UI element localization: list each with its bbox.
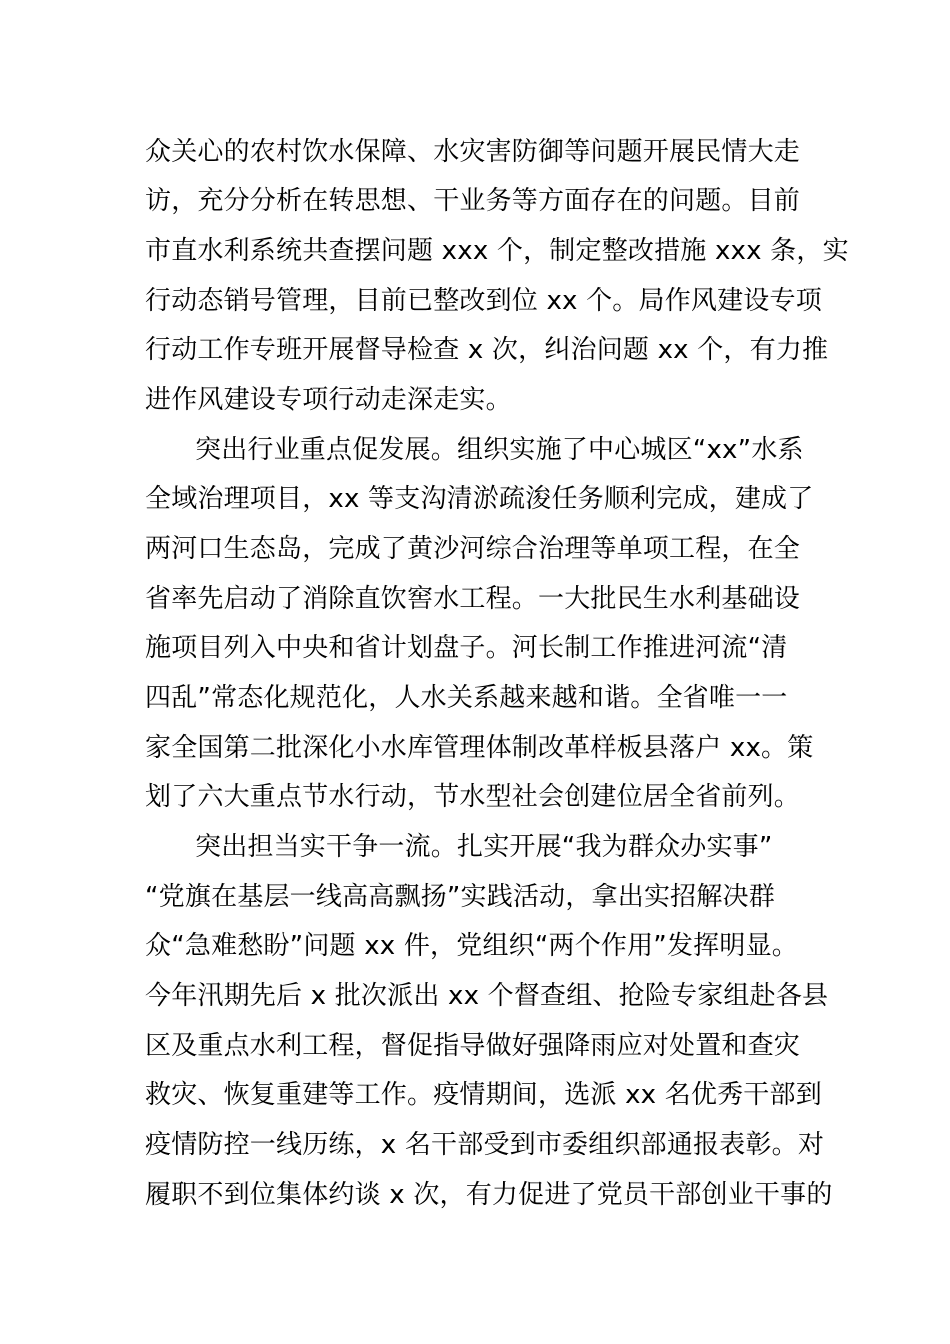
text-line: 行动态销号管理，目前已整改到位 xx 个。局作风建设专项 xyxy=(145,286,822,316)
text-line: 施项目列入中央和省计划盘子。河长制工作推进河流“清 xyxy=(145,633,788,663)
text-line: “党旗在基层一线高高飘扬”实践活动，拿出实招解决群 xyxy=(145,882,775,912)
paragraph-first-line: 突出行业重点促发展。组织实施了中心城区“xx”水系 xyxy=(195,435,804,465)
text-line: 进作风建设专项行动走深走实。 xyxy=(145,385,512,415)
text-line: 疫情防控一线历练，x 名干部受到市委组织部通报表彰。对 xyxy=(145,1130,825,1160)
paragraph-first-line: 突出担当实干争一流。扎实开展“我为群众办实事” xyxy=(195,832,773,862)
text-line: 市直水利系统共查摆问题 xxx 个，制定整改措施 xxx 条，实 xyxy=(145,236,849,266)
text-line: 访，充分分析在转思想、干业务等方面存在的问题。目前 xyxy=(145,186,801,216)
text-line: 两河口生态岛，完成了黄沙河综合治理等单项工程，在全 xyxy=(145,534,801,564)
text-line: 救灾、恢复重建等工作。疫情期间，选派 xx 名优秀干部到 xyxy=(145,1080,822,1110)
text-line: 履职不到位集体约谈 x 次，有力促进了党员干部创业干事的 xyxy=(145,1180,833,1210)
text-line: 众“急难愁盼”问题 xx 件，党组织“两个作用”发挥明显。 xyxy=(145,931,798,961)
text-line: 今年汛期先后 x 批次派出 xx 个督查组、抢险专家组赴各县 xyxy=(145,981,829,1011)
text-line: 家全国第二批深化小水库管理体制改革样板县落户 xx。策 xyxy=(145,733,814,763)
text-line: 省率先启动了消除直饮窖水工程。一大批民生水利基础设 xyxy=(145,584,801,614)
text-line: 四乱”常态化规范化，人水关系越来越和谐。全省唯一一 xyxy=(145,683,788,713)
text-line: 众关心的农村饮水保障、水灾害防御等问题开展民情大走 xyxy=(145,137,801,167)
text-line: 全域治理项目，xx 等支沟清淤疏浚任务顺利完成，建成了 xyxy=(145,484,814,514)
text-line: 区及重点水利工程，督促指导做好强降雨应对处置和查灾 xyxy=(145,1031,801,1061)
text-line: 行动工作专班开展督导检查 x 次，纠治问题 xx 个，有力推 xyxy=(145,335,829,365)
text-line: 划了六大重点节水行动，节水型社会创建位居全省前列。 xyxy=(145,782,801,812)
